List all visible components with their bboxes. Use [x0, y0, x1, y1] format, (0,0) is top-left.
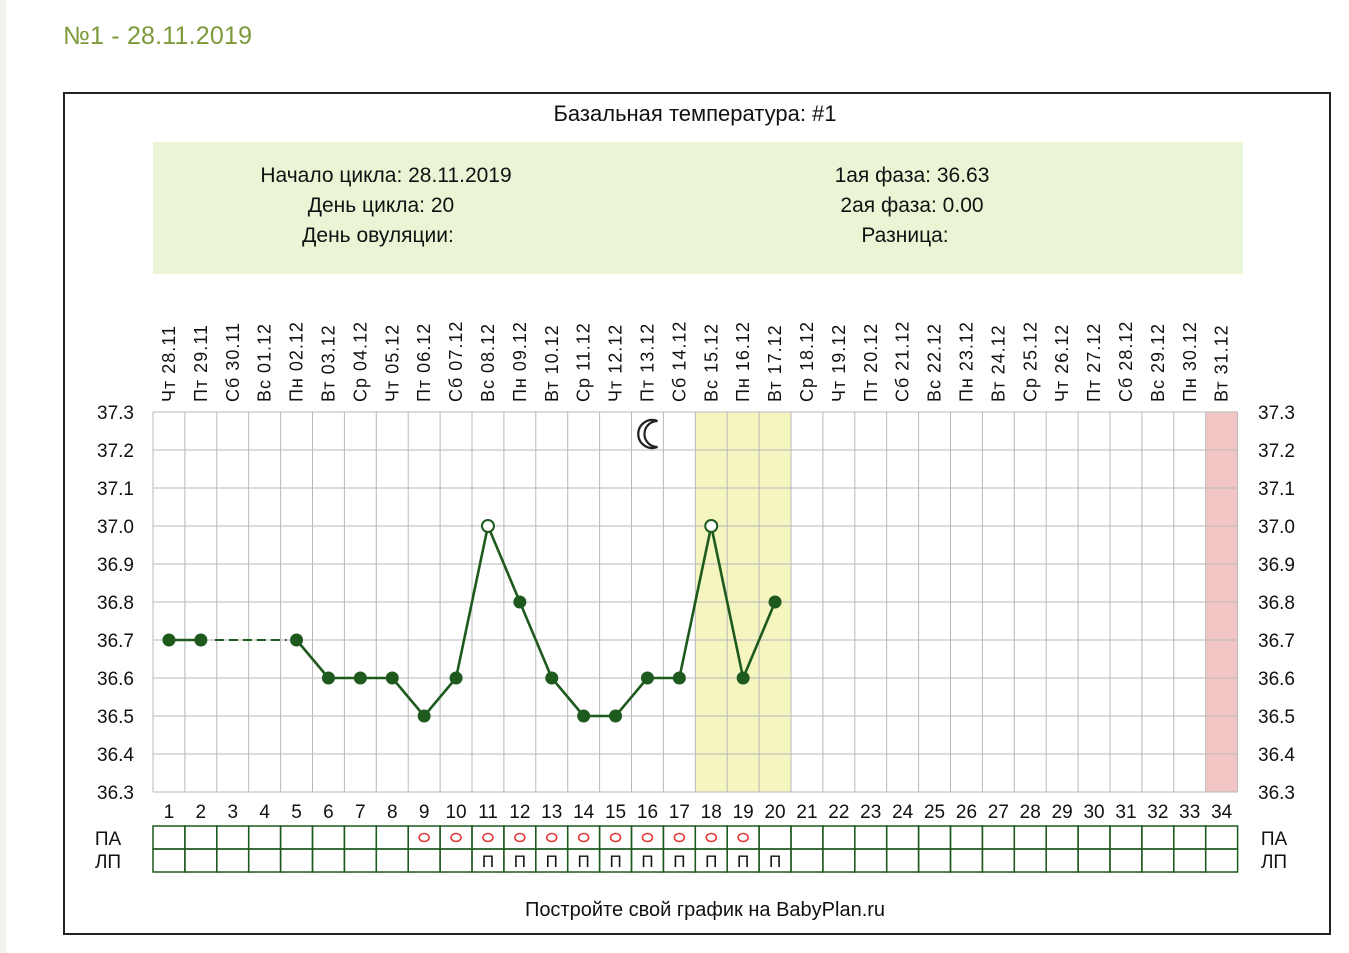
day-number: 16: [636, 802, 659, 823]
temperature-point-open: [482, 520, 494, 532]
row-cell: [568, 826, 600, 849]
cycle-day-text: День цикла: 20: [307, 194, 455, 217]
row-cell: [887, 849, 919, 872]
temperature-point: [450, 672, 463, 685]
cycle-start-text: Начало цикла: 28.11.2019: [260, 164, 512, 187]
date-label: Пн 30.12: [1179, 321, 1200, 402]
row-label-left: ПА: [94, 829, 122, 850]
row-cell: [791, 849, 823, 872]
date-label: Вс 22.12: [924, 322, 945, 402]
y-tick-label-left: 37.1: [97, 479, 134, 500]
temperature-point: [162, 634, 175, 647]
row-mark-circle: [738, 834, 748, 842]
day-number: 23: [860, 802, 882, 823]
day-number: 25: [923, 802, 946, 823]
y-tick-label-left: 36.6: [97, 669, 134, 690]
day-number: 17: [668, 802, 690, 823]
row-cell: [440, 849, 472, 872]
row-mark-circle: [515, 834, 525, 842]
date-label: Вт 03.12: [318, 324, 339, 402]
row-mark-letter: П: [545, 852, 558, 871]
row-mark-circle: [611, 834, 621, 842]
moon-icon: [638, 420, 657, 448]
day-number: 5: [291, 802, 302, 823]
day-number: 7: [355, 802, 366, 823]
row-cell: [153, 849, 185, 872]
date-label: Вт 10.12: [541, 324, 562, 402]
day-number: 8: [386, 802, 398, 823]
row-mark-circle: [483, 834, 493, 842]
day-number: 18: [700, 802, 722, 823]
row-cell: [600, 826, 632, 849]
row-cell: [217, 849, 249, 872]
day-number: 30: [1083, 802, 1105, 823]
day-number: 1: [163, 802, 175, 823]
temperature-point: [737, 672, 750, 685]
row-mark-letter: П: [737, 852, 750, 871]
row-cell: [185, 826, 217, 849]
date-label: Пн 09.12: [509, 321, 530, 402]
row-cell: [1014, 826, 1046, 849]
row-cell: [1110, 849, 1142, 872]
row-cell: [408, 849, 440, 872]
y-tick-label-left: 37.0: [97, 517, 134, 538]
row-cell: [632, 826, 664, 849]
date-label: Сб 14.12: [669, 320, 690, 402]
row-label-right: ЛП: [1260, 852, 1288, 873]
row-mark-letter: П: [577, 852, 590, 871]
row-mark-circle: [547, 834, 557, 842]
day-number: 12: [509, 802, 531, 823]
day-number: 21: [796, 802, 818, 823]
date-label: Пт 13.12: [637, 322, 658, 402]
row-label-left: ЛП: [94, 852, 122, 873]
row-mark-letter: П: [513, 852, 526, 871]
y-tick-label-left: 36.3: [97, 783, 134, 804]
y-tick-label-left: 36.8: [97, 593, 134, 614]
temperature-point-open: [705, 520, 717, 532]
row-cell: [504, 826, 536, 849]
phase2-text: 2ая фаза: 0.00: [840, 194, 984, 217]
row-cell: [951, 826, 983, 849]
date-label: Вс 15.12: [701, 322, 722, 402]
date-label: Пт 29.11: [190, 324, 211, 402]
temperature-point: [418, 710, 431, 723]
date-label: Сб 07.12: [446, 320, 467, 402]
date-label: Сб 30.11: [222, 321, 243, 402]
row-cell: [153, 826, 185, 849]
row-cell: [951, 849, 983, 872]
row-cell: [823, 826, 855, 849]
footer-text[interactable]: Постройте свой график на BabyPlan.ru: [524, 899, 886, 921]
day-number: 32: [1147, 802, 1169, 823]
page-heading[interactable]: №1 - 28.11.2019: [63, 22, 253, 50]
row-cell: [217, 826, 249, 849]
day-number: 11: [478, 802, 498, 823]
date-label: Ср 04.12: [350, 320, 371, 402]
y-tick-label-right: 36.4: [1258, 745, 1295, 766]
temperature-point: [673, 672, 686, 685]
day-number: 6: [323, 802, 334, 823]
date-label: Вт 31.12: [1211, 324, 1232, 402]
date-label: Пт 20.12: [860, 322, 881, 402]
row-cell: [313, 826, 345, 849]
row-cell: [1078, 849, 1110, 872]
row-cell: [185, 849, 217, 872]
row-cell: [1206, 849, 1238, 872]
day-number: 33: [1179, 802, 1201, 823]
row-mark-circle: [451, 834, 461, 842]
row-cell: [1046, 826, 1078, 849]
date-label: Вс 08.12: [477, 322, 498, 402]
row-cell: [281, 849, 313, 872]
day-number: 29: [1051, 802, 1073, 823]
temperature-point: [290, 634, 303, 647]
date-label: Вт 17.12: [765, 324, 786, 402]
day-number: 28: [1019, 802, 1041, 823]
date-label: Вт 24.12: [988, 324, 1009, 402]
row-cell: [982, 826, 1014, 849]
y-tick-label-left: 37.2: [97, 441, 134, 462]
row-cell: [440, 826, 472, 849]
day-number: 14: [573, 802, 595, 823]
day-number: 34: [1211, 802, 1233, 823]
row-cell: [344, 849, 376, 872]
date-label: Чт 05.12: [382, 323, 403, 402]
row-cell: [695, 826, 727, 849]
row-cell: [408, 826, 440, 849]
y-tick-label-right: 36.6: [1258, 669, 1295, 690]
row-cell: [1046, 849, 1078, 872]
row-cell: [1014, 849, 1046, 872]
temperature-point: [609, 710, 622, 723]
temperature-point: [386, 672, 399, 685]
y-tick-label-right: 36.8: [1258, 593, 1295, 614]
row-cell: [1174, 826, 1206, 849]
row-cell: [919, 849, 951, 872]
y-tick-label-right: 36.5: [1258, 707, 1295, 728]
date-label: Вс 01.12: [254, 322, 275, 402]
row-mark-letter: П: [673, 852, 686, 871]
temperature-point: [194, 634, 207, 647]
y-tick-label-right: 37.3: [1258, 403, 1295, 424]
row-mark-letter: П: [609, 852, 622, 871]
row-label-right: ПА: [1260, 829, 1288, 850]
row-cell: [982, 849, 1014, 872]
temperature-point: [577, 710, 590, 723]
date-label: Чт 28.11: [158, 325, 179, 402]
row-cell: [376, 826, 408, 849]
row-cell: [1206, 826, 1238, 849]
day-number: 4: [259, 802, 270, 823]
row-cell: [727, 826, 759, 849]
y-tick-label-right: 36.3: [1258, 783, 1295, 804]
date-label: Вс 29.12: [1147, 322, 1168, 402]
date-label: Чт 26.12: [1052, 323, 1073, 402]
row-cell: [855, 849, 887, 872]
date-label: Пн 16.12: [733, 321, 754, 402]
temperature-point: [354, 672, 367, 685]
row-mark-letter: П: [705, 852, 718, 871]
row-cell: [1110, 826, 1142, 849]
temperature-point: [322, 672, 335, 685]
day-number: 26: [955, 802, 978, 823]
difference-text: Разница:: [861, 224, 949, 247]
row-cell: [1142, 826, 1174, 849]
row-cell: [759, 826, 791, 849]
y-tick-label-right: 36.9: [1258, 555, 1295, 576]
day-number: 19: [732, 802, 754, 823]
row-cell: [823, 849, 855, 872]
row-cell: [791, 826, 823, 849]
day-number: 27: [987, 802, 1009, 823]
chart-title: Базальная температура: #1: [553, 101, 837, 126]
date-label: Чт 19.12: [828, 323, 849, 402]
date-label: Ср 11.12: [573, 322, 594, 402]
y-tick-label-left: 36.9: [97, 555, 134, 576]
day-number: 22: [828, 802, 850, 823]
row-cell: [281, 826, 313, 849]
row-cell: [663, 826, 695, 849]
day-number: 13: [541, 802, 563, 823]
row-mark-letter: П: [768, 852, 782, 871]
y-tick-label-right: 37.0: [1258, 517, 1295, 538]
y-tick-label-left: 36.4: [97, 745, 134, 766]
day-number: 20: [764, 802, 786, 823]
date-label: Пт 06.12: [414, 322, 435, 402]
date-label: Ср 18.12: [796, 320, 817, 402]
date-label: Сб 28.12: [1115, 320, 1136, 402]
ovulation-day-text: День овуляции:: [302, 224, 454, 247]
date-label: Сб 21.12: [892, 320, 913, 402]
row-cell: [887, 826, 919, 849]
day-number: 15: [604, 802, 627, 823]
row-mark-circle: [642, 834, 652, 842]
y-tick-label-left: 37.3: [97, 403, 134, 424]
row-mark-letter: П: [481, 852, 495, 871]
y-tick-label-right: 37.2: [1258, 441, 1295, 462]
date-label: Ср 25.12: [1020, 320, 1041, 402]
row-cell: [1078, 826, 1110, 849]
y-tick-label-left: 36.5: [97, 707, 134, 728]
row-mark-circle: [579, 834, 589, 842]
row-mark-circle: [419, 834, 429, 842]
phase1-text: 1ая фаза: 36.63: [834, 164, 990, 187]
row-cell: [249, 849, 281, 872]
day-number: 31: [1115, 802, 1137, 823]
day-number: 2: [195, 802, 207, 823]
y-tick-label-right: 36.7: [1258, 631, 1295, 652]
date-label: Пн 23.12: [956, 321, 977, 402]
date-label: Чт 12.12: [605, 323, 626, 402]
temperature-point: [513, 596, 526, 609]
row-cell: [376, 849, 408, 872]
day-number: 3: [227, 802, 239, 823]
row-mark-circle: [674, 834, 684, 842]
row-cell: [919, 826, 951, 849]
row-cell: [1142, 849, 1174, 872]
temperature-point: [769, 596, 782, 609]
row-cell: [249, 826, 281, 849]
row-cell: [855, 826, 887, 849]
row-mark-circle: [706, 834, 716, 842]
day-number: 10: [445, 802, 467, 823]
row-cell: [1174, 849, 1206, 872]
temperature-point: [641, 672, 654, 685]
row-cell: [313, 849, 345, 872]
day-number: 24: [892, 802, 914, 823]
date-label: Пт 27.12: [1084, 322, 1105, 402]
row-cell: [472, 826, 504, 849]
row-cell: [344, 826, 376, 849]
temperature-point: [545, 672, 558, 685]
y-tick-label-right: 37.1: [1258, 479, 1295, 500]
date-label: Пн 02.12: [286, 321, 307, 402]
row-cell: [536, 826, 568, 849]
day-number: 9: [418, 802, 430, 823]
y-tick-label-left: 36.7: [97, 631, 134, 652]
row-mark-letter: П: [641, 852, 654, 871]
